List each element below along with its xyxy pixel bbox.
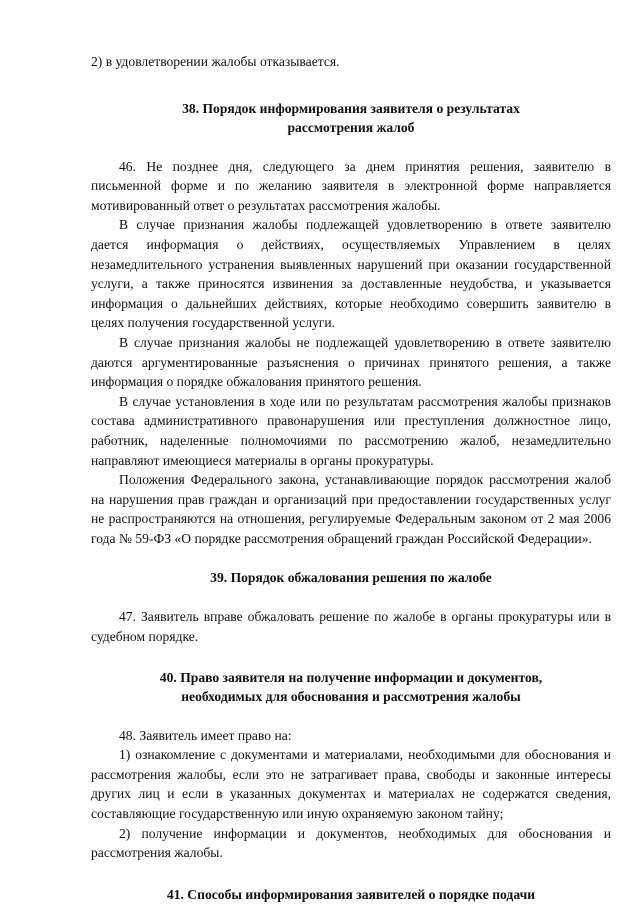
paragraph-46: 46. Не позднее дня, следующего за днем принятия решения, заявителю в письменной форме и по желанию заявителя в электронной форме направляется мотивированный ответ о результатах рассмотрения жалобы. xyxy=(91,158,611,213)
paragraph-47: 47. Заявитель вправе обжаловать решение по жалобе в органы прокуратуры или в судебном порядке. xyxy=(91,609,611,645)
paragraph-48-item-2: 2) получение информации и документов, необходимых для обоснования и рассмотрения жалобы. xyxy=(91,825,611,861)
paragraph-federal-law: Положения Федерального закона, устанавливающие порядок рассмотрения жалоб на нарушения прав граждан и организаций при предоставлении государственных услуг не распространяются на отношения, регулируемые Федеральным законом от 2 мая 2006 года № 59-ФЗ «О порядке рассмотрения обращений граждан Российской Федерации». xyxy=(91,472,611,546)
paragraph-violation-case: В случае установления в ходе или по результатам рассмотрения жалобы признаков состава административного правонарушения или преступления должностное лицо, работник, наделенные полномочиями по рассмотрению жалоб, незамедлительно направляют имеющиеся материалы в органы прокуратуры. xyxy=(91,393,611,468)
intro-line: 2) в удовлетворении жалобы отказывается. xyxy=(91,54,340,69)
heading-section-41: 41. Способы информирования заявителей о порядке подачи xyxy=(166,886,536,902)
paragraph-48-item-1: 1) ознакомление с документами и материалами, необходимыми для обоснования и рассмотрения жалобы, если это не затрагивает права, свободы и законные интересы других лиц и если в указанных документах и материалах не содержатся сведения, составляющие государственную или иную охраняемую законом тайну; xyxy=(91,747,611,822)
heading-section-40: 40. Право заявителя на получение информации и документов, необходимых для обоснования и рассмотрения жалобы xyxy=(159,669,543,704)
paragraph-satisfied-case: В случае признания жалобы подлежащей удовлетворению в ответе заявителю дается информация о действиях, осуществляемых Управлением в целях незамедлительного устранения выявленных нарушений при оказании государственной услуги, а также приносятся извинения за доставленные неудобства, и указывается информация о дальнейших действиях, которые необходимо совершить заявителю в целях получения государственной услуги. xyxy=(91,217,611,331)
document-page xyxy=(91,52,611,904)
heading-section-38: 38. Порядок информирования заявителя о результатах рассмотрения жалоб xyxy=(182,100,520,135)
heading-section-39: 39. Порядок обжалования решения по жалобе xyxy=(210,570,492,586)
paragraph-rejected-case: В случае признания жалобы не подлежащей удовлетворению в ответе заявителю даются аргументированные разъяснения о причинах принятого решения, а также информация о порядке обжалования принятого решения. xyxy=(91,334,611,390)
paragraph-48: 48. Заявитель имеет право на: xyxy=(119,727,292,743)
